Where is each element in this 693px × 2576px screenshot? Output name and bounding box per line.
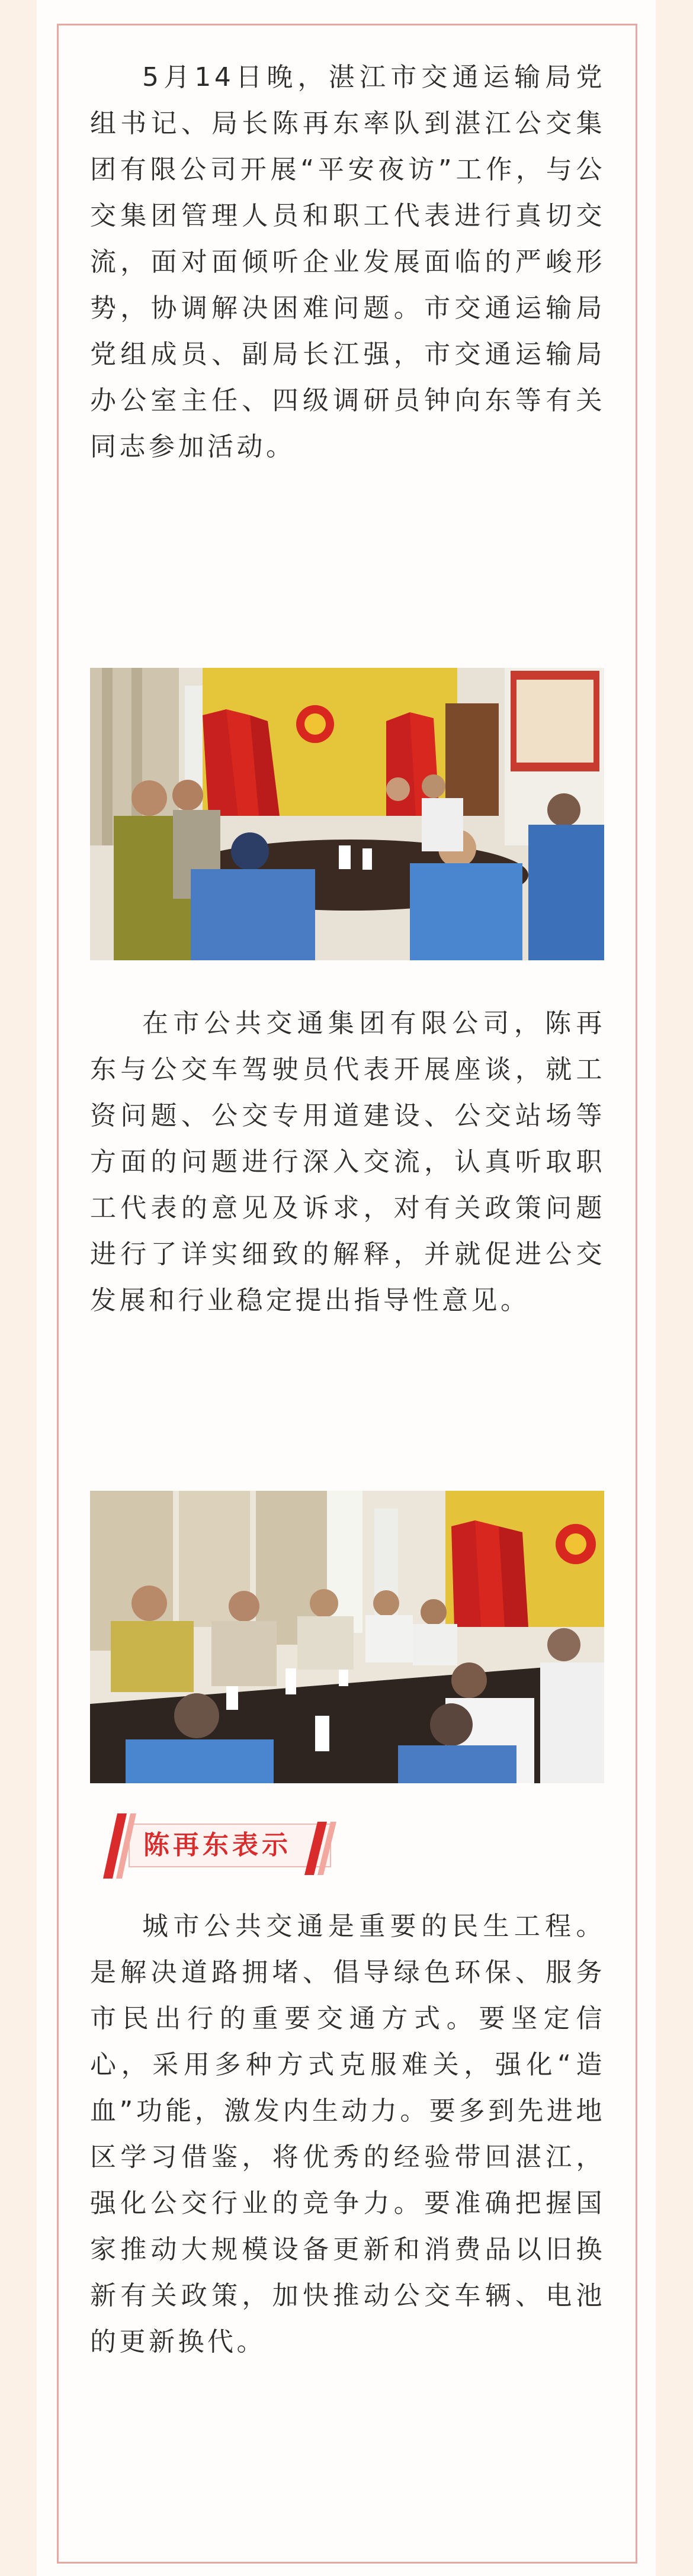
meeting-photo-1 (90, 668, 604, 960)
section-title: 陈再东表示 (143, 1830, 291, 1860)
paragraph-intro: 5月14日晚，湛江市交通运输局党组书记、局长陈再东率队到湛江公交集团有限公司开展“平安夜访”工作，与公交集团管理人员和职工代表进行真切交流，面对面倾听企业发展面临的严峻形势，协调解决困难问题。市交通运输局党组成员、副局长江强，市交通运输局办公室主任、四级调研员钟向东等有关同志参加活动。 (90, 62, 605, 462)
meeting-photo-2 (90, 1491, 604, 1783)
meeting-photo-1-image (90, 668, 604, 960)
paragraph-remarks: 城市公共交通是重要的民生工程。是解决道路拥堵、倡导绿色环保、服务市民出行的重要交通方式。要坚定信心，采用多种方式克服难关，强化“造血”功能，激发内生动力。要多到先进地区学习借鉴，将优秀的经验带回湛江，强化公交行业的竞争力。要准确把握国家推动大规模设备更新和消费品以旧换新有关政策，加快推动公交车辆、电池的更新换代。 (90, 1911, 605, 2357)
paragraph-meeting: 在市公共交通集团有限公司，陈再东与公交车驾驶员代表开展座谈，就工资问题、公交专用道建设、公交站场等方面的问题进行深入交流，认真听取职工代表的意见及诉求，对有关政策问题进行了详实细致的解释，并就促进公交发展和行业稳定提出指导性意见。 (90, 1008, 605, 1316)
section-title-banner (95, 1813, 359, 1879)
meeting-photo-2-image (90, 1491, 604, 1783)
